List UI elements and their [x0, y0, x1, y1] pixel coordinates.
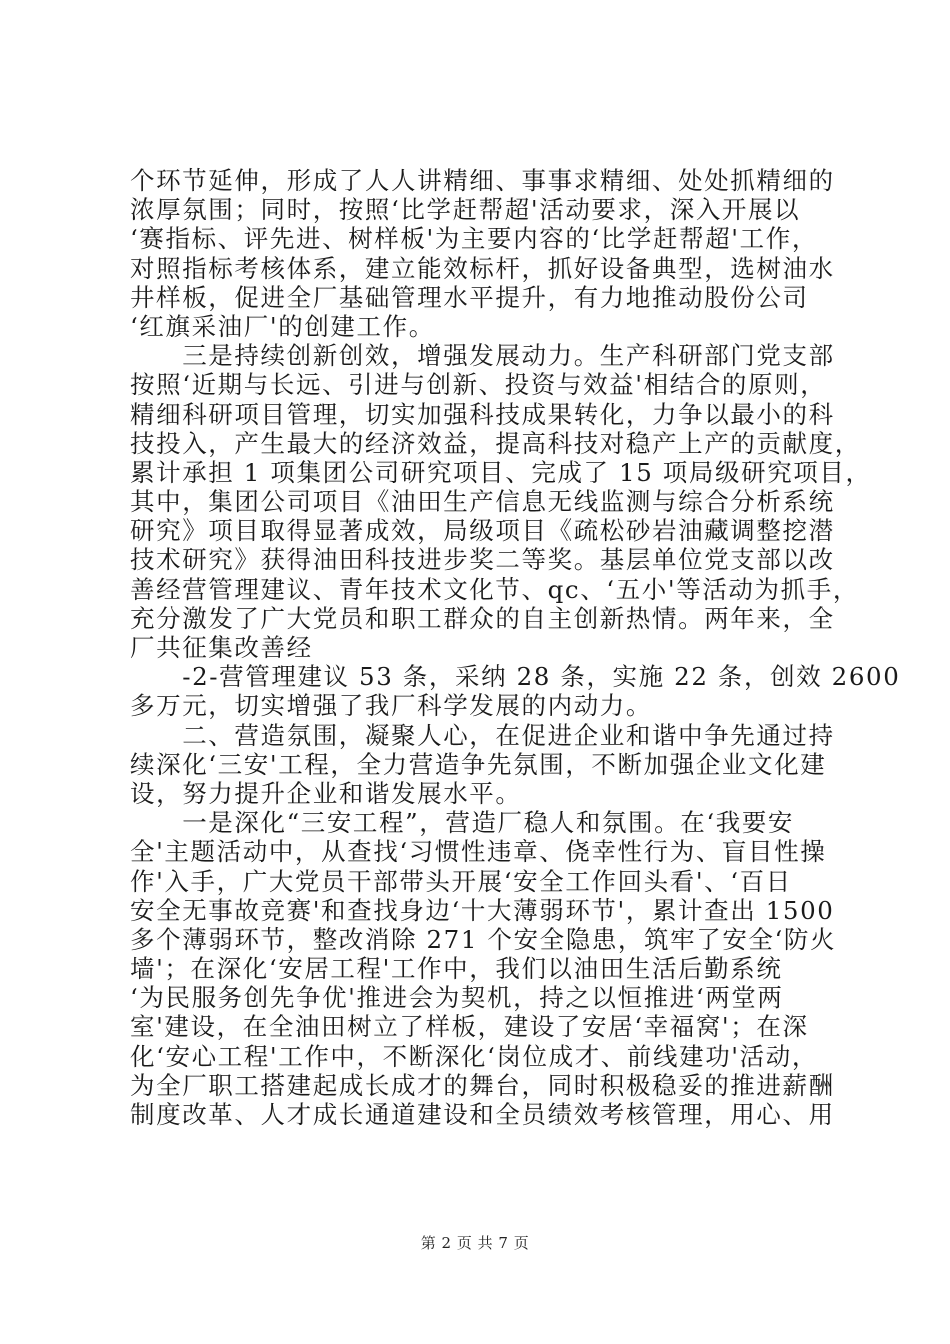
text-line: ‘红旗采油厂'的创建工作。: [130, 311, 435, 341]
text-line: 按照‘近期与长远、引进与创新、投资与效益'相结合的原则，: [130, 370, 827, 400]
text-line: 多万元，切实增强了我厂科学发展的内动力。: [130, 691, 652, 721]
text-line: 对照指标考核体系，建立能效标杆，抓好设备典型，选树油水: [130, 253, 835, 283]
text-line: 累计承担 1 项集团公司研究项目、完成了 15 项局级研究项目，: [130, 457, 872, 487]
page-footer: [0, 1232, 950, 1253]
text-line: ‘为民服务创先争优'推进会为契机，持之以恒推进‘两堂两: [130, 983, 784, 1013]
text-line: 二、营造氛围，凝聚人心，在促进企业和谐中争先通过持: [130, 720, 835, 750]
text-line: 研究》项目取得显著成效，局级项目《疏松砂岩油藏调整挖潜: [130, 516, 835, 546]
text-line: 为全厂职工搭建起成长成才的舞台，同时积极稳妥的推进薪酬: [130, 1070, 835, 1100]
text-line: 一是深化“三安工程”，营造厂稳人和氛围。在‘我要安: [130, 808, 795, 838]
text-line: 安全无事故竞赛'和查找身边‘十大薄弱环节'，累计查出 1500: [130, 895, 835, 925]
text-line: 三是持续创新创效，增强发展动力。生产科研部门党支部: [130, 341, 835, 371]
text-line: 室'建设，在全油田树立了样板，建设了安居‘幸福窝'；在深: [130, 1012, 809, 1042]
text-line: 多个薄弱环节，整改消除 271 个安全隐患，筑牢了安全‘防火: [130, 924, 837, 954]
text-line: 其中，集团公司项目《油田生产信息无线监测与综合分析系统: [130, 487, 835, 517]
text-line: 浓厚氛围；同时，按照‘比学赶帮超'活动要求，深入开展以: [130, 195, 801, 225]
text-line: 续深化‘三安'工程，全力营造争先氛围，不断加强企业文化建: [130, 749, 827, 779]
text-line: ‘赛指标、评先进、树样板'为主要内容的‘比学赶帮超'工作，: [130, 224, 818, 254]
text-line: 技投入，产生最大的经济效益，提高科技对稳产上产的贡献度，: [130, 428, 861, 458]
text-line: 个环节延伸，形成了人人讲精细、事事求精细、处处抓精细的: [130, 166, 835, 195]
text-line: 墙'；在深化‘安居工程'工作中，我们以油田生活后勤系统: [130, 954, 783, 984]
text-line: 充分激发了广大党员和职工群众的自主创新热情。两年来，全: [130, 603, 835, 633]
page-indicator: 第 2 页 共 7 页: [420, 1234, 530, 1252]
text-line: 厂共征集改善经: [130, 633, 313, 662]
text-line: 作'入手，广大党员干部带头开展‘安全工作回头看'、‘百日: [130, 866, 792, 896]
document-body: [130, 166, 901, 1129]
text-line: 井样板，促进全厂基础管理水平提升，有力地推动股份公司: [130, 282, 809, 312]
text-line: 善经营管理建议、青年技术文化节、qc、‘五小'等活动为抓手，: [130, 574, 859, 604]
text-line: 制度改革、人才成长通道建设和全员绩效考核管理，用心、用: [130, 1100, 835, 1129]
text-line: 化‘安心工程'工作中，不断深化‘岗位成才、前线建功'活动，: [130, 1041, 818, 1071]
text-line: 精细科研项目管理，切实加强科技成果转化，力争以最小的科: [130, 399, 835, 429]
text-line: 全'主题活动中，从查找‘习惯性违章、侥幸性行为、盲目性操: [130, 837, 827, 867]
text-line: 设，努力提升企业和谐发展水平。: [130, 778, 522, 808]
text-line: 技术研究》获得油田科技进步奖二等奖。基层单位党支部以改: [130, 545, 835, 575]
text-line: -2-营管理建议 53 条，采纳 28 条，实施 22 条，创效 2600: [130, 662, 901, 692]
